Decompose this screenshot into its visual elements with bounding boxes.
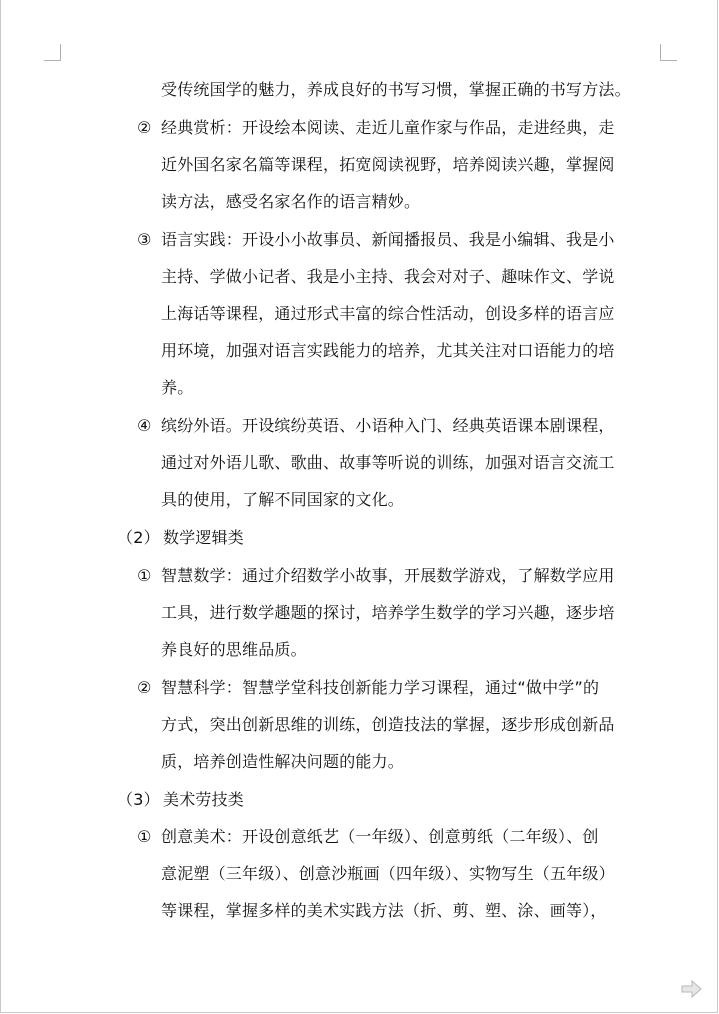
intro-continuation-line: 受传统国学的魅力，养成良好的书写习惯，掌握正确的书写方法。 <box>161 80 631 99</box>
item-marker: ④ <box>137 416 152 435</box>
paragraph-line: 工具，进行数学趣题的探讨，培养学生数学的学习兴趣，逐步培 <box>161 603 615 622</box>
paragraph-line: 读方法，感受名家名作的语言精妙。 <box>161 192 421 211</box>
paragraph-line: 创意美术：开设创意纸艺（一年级）、创意剪纸（二年级）、创 <box>161 827 599 846</box>
margin-corner-top-left <box>44 44 61 61</box>
next-page-button[interactable] <box>681 980 703 998</box>
paragraph-line: 等课程，掌握多样的美术实践方法（折、剪、塑、涂、画等）， <box>161 901 607 920</box>
item-marker: ① <box>137 827 152 846</box>
paragraph-line: 养良好的思维品质。 <box>161 640 307 659</box>
section-heading-number: （2） <box>117 528 160 547</box>
section-heading-number: （3） <box>117 790 160 809</box>
item-marker: ② <box>137 678 152 697</box>
paragraph-line: 质，培养创造性解决问题的能力。 <box>161 752 405 771</box>
paragraph-line: 方式，突出创新思维的训练，创造技法的掌握，逐步形成创新品 <box>161 715 615 734</box>
paragraph-line: 具的使用，了解不同国家的文化。 <box>161 490 405 509</box>
paragraph-line: 经典赏析：开设绘本阅读、走近儿童作家与作品，走进经典，走 <box>161 118 615 137</box>
paragraph-line: 意泥塑（三年级）、创意沙瓶画（四年级）、实物写生（五年级） <box>161 864 615 883</box>
paragraph-line: 智慧科学：智慧学堂科技创新能力学习课程，通过“做中学”的 <box>161 678 600 697</box>
item-marker: ③ <box>137 230 152 249</box>
paragraph-line: 智慧数学：通过介绍数学小故事，开展数学游戏，了解数学应用 <box>161 566 615 585</box>
paragraph-line: 通过对外语儿歌、歌曲、故事等听说的训练，加强对语言交流工 <box>161 453 615 472</box>
paragraph-line: 缤纷外语。开设缤纷英语、小语种入门、经典英语课本剧课程， <box>161 416 615 435</box>
paragraph-line: 语言实践：开设小小故事员、新闻播报员、我是小编辑、我是小 <box>161 230 615 249</box>
paragraph-line: 主持、学做小记者、我是小主持、我会对对子、趣味作文、学说 <box>161 267 615 286</box>
paragraph-line: 用环境，加强对语言实践能力的培养，尤其关注对口语能力的培 <box>161 341 615 360</box>
section-heading-title: 数学逻辑类 <box>163 528 245 547</box>
margin-corner-top-right <box>660 44 677 61</box>
item-marker: ② <box>137 118 152 137</box>
next-page-arrow-icon <box>681 980 703 998</box>
paragraph-line: 上海话等课程，通过形式丰富的综合性活动，创设多样的语言应 <box>161 304 615 323</box>
paragraph-line: 近外国名家名篇等课程，拓宽阅读视野，培养阅读兴趣，掌握阅 <box>161 155 615 174</box>
item-marker: ① <box>137 566 152 585</box>
paragraph-line: 养。 <box>161 378 194 397</box>
section-heading-title: 美术劳技类 <box>163 790 245 809</box>
